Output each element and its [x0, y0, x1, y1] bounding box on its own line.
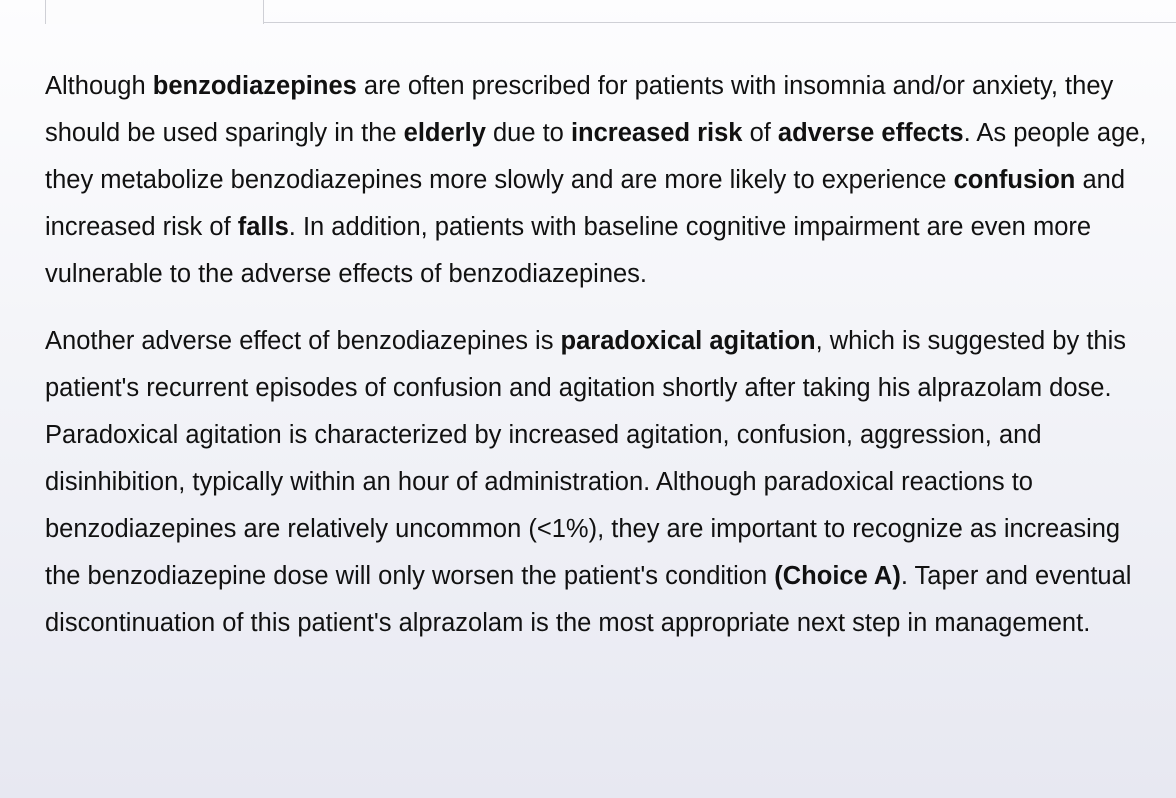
text-segment: Although: [45, 72, 153, 100]
explanation-body: [45, 63, 1155, 667]
bold-term: adverse effects: [777, 119, 964, 147]
text-segment: Another adverse effect of benzodiazepines is: [45, 327, 561, 355]
text-segment: , which is suggested by this patient's recurrent episodes of confusion and agitation shortly after taking his alprazolam dose. Paradoxical agitation is characterized by increased agitation, confusion, aggression, and disinhibition, typically within an hour of administration. Although paradoxical reactions to benzodiazepines are relatively uncommon (<1%), they are important to recognize as increasing the benzodiazepine dose will only worsen the patient's condition: [45, 327, 1127, 590]
text-segment: due to: [485, 119, 571, 147]
bold-term: increased risk: [570, 119, 743, 147]
explanation-paragraph-1: [45, 63, 1155, 298]
choice-reference: (Choice A): [774, 562, 901, 590]
tab-explanation[interactable]: [45, 0, 264, 24]
bold-term: falls: [237, 213, 289, 241]
text-segment: are often prescribed for patients with insomnia and/or anxiety, they should be used sparingly in the: [45, 72, 1114, 147]
bold-term: paradoxical agitation: [560, 327, 816, 355]
text-segment: and increased risk of: [45, 166, 1126, 241]
text-segment: . In addition, patients with baseline cognitive impairment are even more vulnerable to the adverse effects of benzodiazepines.: [45, 213, 1092, 288]
text-segment: of: [742, 119, 778, 147]
bold-term: elderly: [403, 119, 486, 147]
text-segment: . Taper and eventual discontinuation of this patient's alprazolam is the most appropriate next step in management.: [45, 562, 1132, 637]
tab-divider: [264, 22, 1176, 23]
text-segment: . As people age, they metabolize benzodiazepines more slowly and are more likely to experience: [45, 119, 1147, 194]
bold-term: confusion: [953, 166, 1076, 194]
tab-bar: [0, 0, 1176, 24]
bold-term: benzodiazepines: [152, 72, 357, 100]
explanation-paragraph-2: [45, 318, 1155, 647]
